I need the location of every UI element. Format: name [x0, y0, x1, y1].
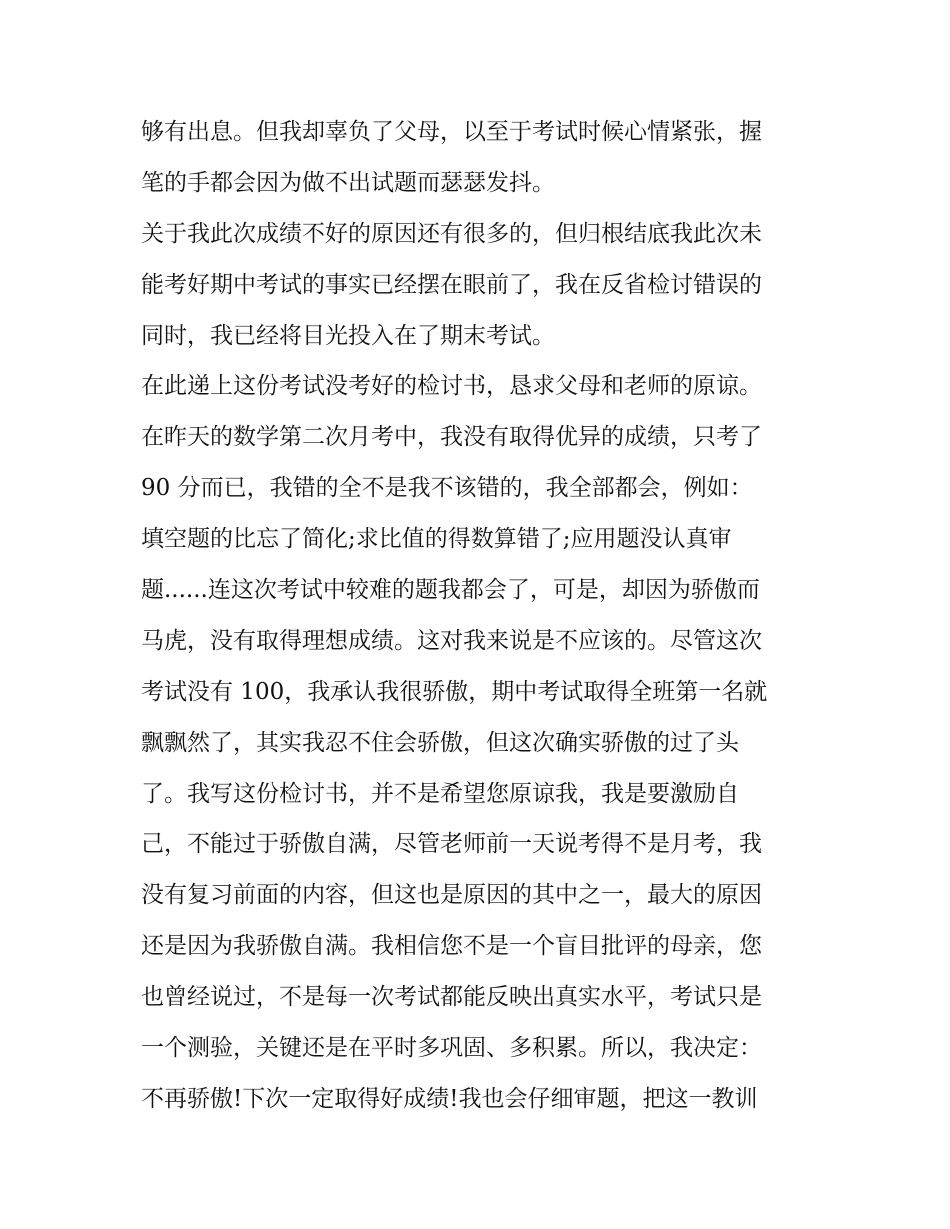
text-line: 能考好期中考试的事实已经摆在眼前了，我在反省检讨错误的 — [141, 271, 762, 298]
document-body — [141, 107, 821, 1125]
text-line: 填空题的比忘了简化;求比值的得数算错了;应用题没认真审 — [141, 526, 732, 553]
text-line: 90 分而已，我错的全不是我不该错的，我全部都会，例如： — [141, 475, 753, 502]
text-line: 在昨天的数学第二次月考中，我没有取得优异的成绩，只考了 — [141, 424, 762, 451]
text-line: 考试没有 100，我承认我很骄傲，期中考试取得全班第一名就 — [141, 678, 768, 705]
text-line: 己，不能过于骄傲自满，尽管老师前一天说考得不是月考，我 — [141, 831, 762, 858]
text-line: 够有出息。但我却辜负了父母，以至于考试时候心情紧张，握 — [141, 119, 762, 145]
text-line: 笔的手都会因为做不出试题而瑟瑟发抖。 — [141, 169, 555, 196]
text-line: 没有复习前面的内容，但这也是原因的其中之一，最大的原因 — [141, 882, 762, 909]
text-line: 同时，我已经将目光投入在了期末考试。 — [141, 322, 555, 349]
text-line: 题......连这次考试中较难的题我都会了，可是，却因为骄傲而 — [141, 577, 760, 604]
text-line: 马虎，没有取得理想成绩。这对我来说是不应该的。尽管这次 — [141, 627, 762, 654]
text-line: 飘飘然了，其实我忍不住会骄傲，但这次确实骄傲的过了头 — [141, 729, 739, 756]
text-line: 一个测验，关键还是在平时多巩固、多积累。所以，我决定： — [141, 1035, 762, 1062]
text-line: 了。我写这份检讨书，并不是希望您原谅我，我是要激励自 — [141, 780, 739, 807]
text-line: 在此递上这份考试没考好的检讨书，恳求父母和老师的原谅。 — [141, 373, 762, 400]
text-line: 关于我此次成绩不好的原因还有很多的，但归根结底我此次未 — [141, 220, 762, 247]
text-line: 还是因为我骄傲自满。我相信您不是一个盲目批评的母亲，您 — [141, 933, 762, 960]
text-line: 不再骄傲!下次一定取得好成绩!我也会仔细审题，把这一教训 — [141, 1085, 758, 1112]
text-line: 也曾经说过，不是每一次考试都能反映出真实水平，考试只是 — [141, 984, 762, 1011]
